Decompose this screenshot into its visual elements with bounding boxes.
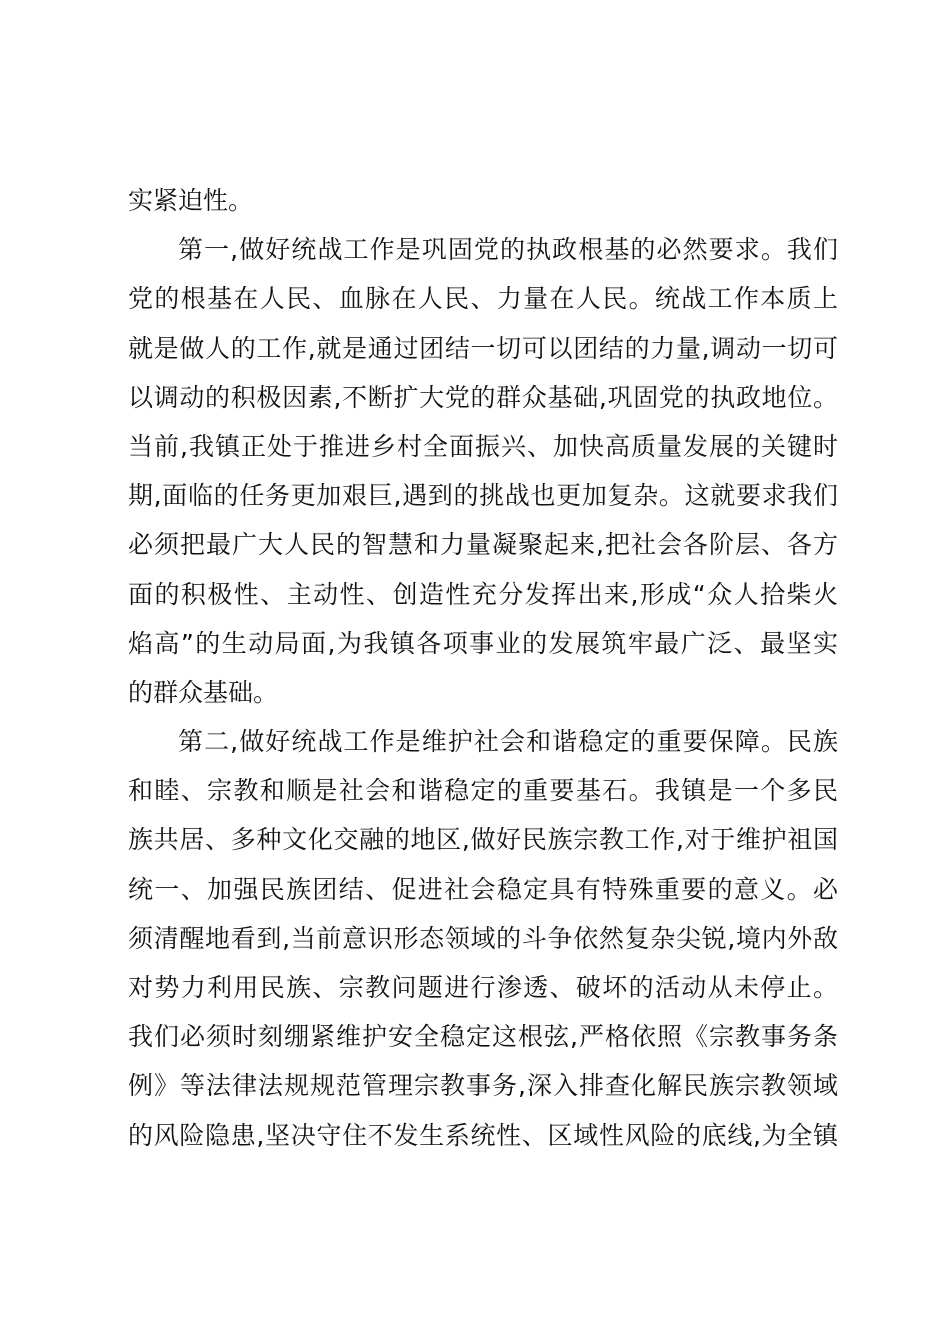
text-line: 例》等法律法规规范管理宗教事务,深入排查化解民族宗教领域: [128, 1071, 838, 1101]
text-line: 当前,我镇正处于推进乡村全面振兴、加快高质量发展的关键时: [128, 431, 838, 461]
text-line: 面的积极性、主动性、创造性充分发挥出来,形成“众人拾柴火: [128, 579, 838, 609]
text-line: 的风险隐患,坚决守住不发生系统性、区域性风险的底线,为全镇: [128, 1120, 838, 1150]
text-line: 统一、加强民族团结、促进社会稳定具有特殊重要的意义。必: [128, 874, 838, 904]
paragraph-first-line: 第二,做好统战工作是维护社会和谐稳定的重要保障。民族: [178, 727, 838, 757]
text-line: 族共居、多种文化交融的地区,做好民族宗教工作,对于维护祖国: [128, 825, 838, 855]
text-line: 以调动的积极因素,不断扩大党的群众基础,巩固党的执政地位。: [128, 382, 838, 412]
body-text: [128, 176, 838, 1160]
paragraph-first-line: 第一,做好统战工作是巩固党的执政根基的必然要求。我们: [178, 235, 838, 265]
text-line: 我们必须时刻绷紧维护安全稳定这根弦,严格依照《宗教事务条: [128, 1022, 838, 1052]
text-line: 党的根基在人民、血脉在人民、力量在人民。统战工作本质上: [128, 284, 838, 314]
text-line: 就是做人的工作,就是通过团结一切可以团结的力量,调动一切可: [128, 333, 838, 363]
text-line: 须清醒地看到,当前意识形态领域的斗争依然复杂尖锐,境内外敌: [128, 923, 838, 953]
text-line: 实紧迫性。: [128, 186, 254, 215]
text-line: 的群众基础。: [128, 677, 279, 707]
text-line: 和睦、宗教和顺是社会和谐稳定的重要基石。我镇是一个多民: [128, 776, 838, 806]
text-line: 对势力利用民族、宗教问题进行渗透、破坏的活动从未停止。: [128, 973, 838, 1002]
text-line: 期,面临的任务更加艰巨,遇到的挑战也更加复杂。这就要求我们: [128, 481, 838, 511]
text-line: 焰高”的生动局面,为我镇各项事业的发展筑牢最广泛、最坚实: [128, 628, 838, 658]
text-line: 必须把最广大人民的智慧和力量凝聚起来,把社会各阶层、各方: [128, 530, 838, 560]
